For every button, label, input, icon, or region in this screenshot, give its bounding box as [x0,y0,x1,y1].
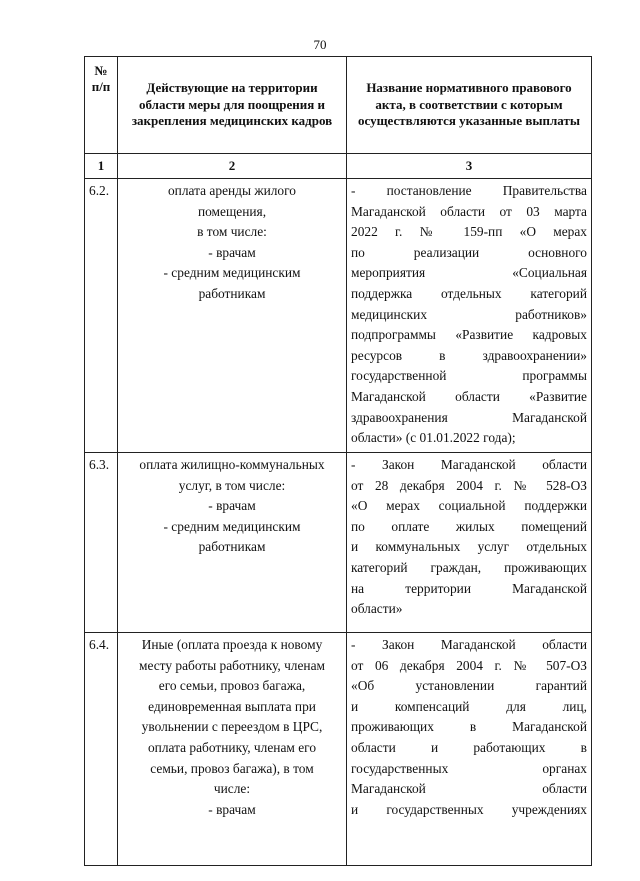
measure-line: увольнении с переездом в ЦРС, [141,719,323,735]
act-cell [347,633,592,866]
act-line: и государственных учреждениях [351,801,587,817]
row-number: 6.2. [85,179,118,453]
act-line: Магаданской области «Развитие [351,388,587,404]
act-line: 2022 г. № 159-пп «О мерах [351,224,587,240]
act-line: проживающих в Магаданской [351,719,587,735]
page-number: 70 [313,37,327,52]
measure-line: семьи, провоз багажа), в том [150,760,314,776]
act-line: по реализации основного [351,244,587,260]
payments-table [84,56,592,866]
measure-cell [118,179,347,453]
measure-cell [118,453,347,633]
act-line: категорий граждан, проживающих [351,559,587,575]
table-row [85,179,592,453]
act-line: поддержка отдельных категорий [351,285,587,301]
measure-line: оплата жилищно-коммунальных [139,457,325,472]
table-row [85,633,592,866]
act-line: Магаданской области [351,781,587,797]
act-line: ресурсов в здравоохранении» [351,347,587,363]
measure-line: оплата аренды жилого [167,183,296,198]
measure-line: единовременная выплата при [148,698,316,714]
act-line: от 06 декабря 2004 г. № 507-ОЗ [351,657,587,673]
act-line: «О мерах социальной поддержки [351,498,587,514]
act-line: подпрограммы «Развитие кадровых [351,327,587,343]
header-num: № п/п [85,57,118,154]
act-line: области» (с 01.01.2022 года); [351,430,516,446]
measure-line: его семьи, провоз багажа, [158,678,306,694]
act-line: по оплате жилых помещений [351,518,587,534]
act-line: медицинских работников» [351,306,587,322]
measure-line: - средним медицинским [163,518,301,534]
act-line: мероприятия «Социальная [351,265,587,281]
act-line: области и работающих в [351,739,587,755]
measure-line: работникам [198,539,266,555]
act-line: - постановление Правительства [351,183,587,198]
act-line: государственных органах [351,760,587,776]
measure-line: - средним медицинским [163,265,301,281]
header-act: Название нормативного правового акта, в соответствии с которым осуществляются указанные выплаты [347,57,592,154]
act-line: и коммунальных услуг отдельных [351,539,587,555]
row-number: 6.3. [85,453,118,633]
table-header-row [85,57,592,154]
measure-line: в том числе: [197,224,267,240]
act-cell [347,453,592,633]
measure-line: месту работы работнику, членам [138,657,326,673]
measure-line: услуг, в том числе: [178,477,286,493]
act-line: и компенсаций для лиц, [351,698,587,714]
column-number: 2 [118,154,347,179]
measure-cell [118,633,347,866]
act-line: - Закон Магаданской области [351,457,587,472]
row-number: 6.4. [85,633,118,866]
measure-line: помещения, [197,203,267,219]
act-line: здравоохранения Магаданской [351,409,587,425]
act-cell [347,179,592,453]
act-line: «Об установлении гарантий [351,678,587,694]
measure-line: - врачам [208,244,256,260]
measure-line: - врачам [208,801,256,817]
column-number: 1 [85,154,118,179]
act-line: Магаданской области от 03 марта [351,203,587,219]
column-number: 3 [347,154,592,179]
measure-line: - врачам [208,498,256,514]
measure-line: оплата работнику, членам его [147,739,317,755]
column-numbers-row [85,154,592,179]
act-line: от 28 декабря 2004 г. № 528-ОЗ [351,477,587,493]
table-row [85,453,592,633]
act-line: области» [351,601,403,617]
act-line: государственной программы [351,368,587,384]
act-line: - Закон Магаданской области [351,637,587,652]
measure-line: Иные (оплата проезда к новому [141,637,323,652]
header-measure: Действующие на территории области меры для поощрения и закрепления медицинских кадров [118,57,347,154]
measure-line: работникам [198,285,266,301]
measure-line: числе: [213,781,251,797]
act-line: на территории Магаданской [351,580,587,596]
